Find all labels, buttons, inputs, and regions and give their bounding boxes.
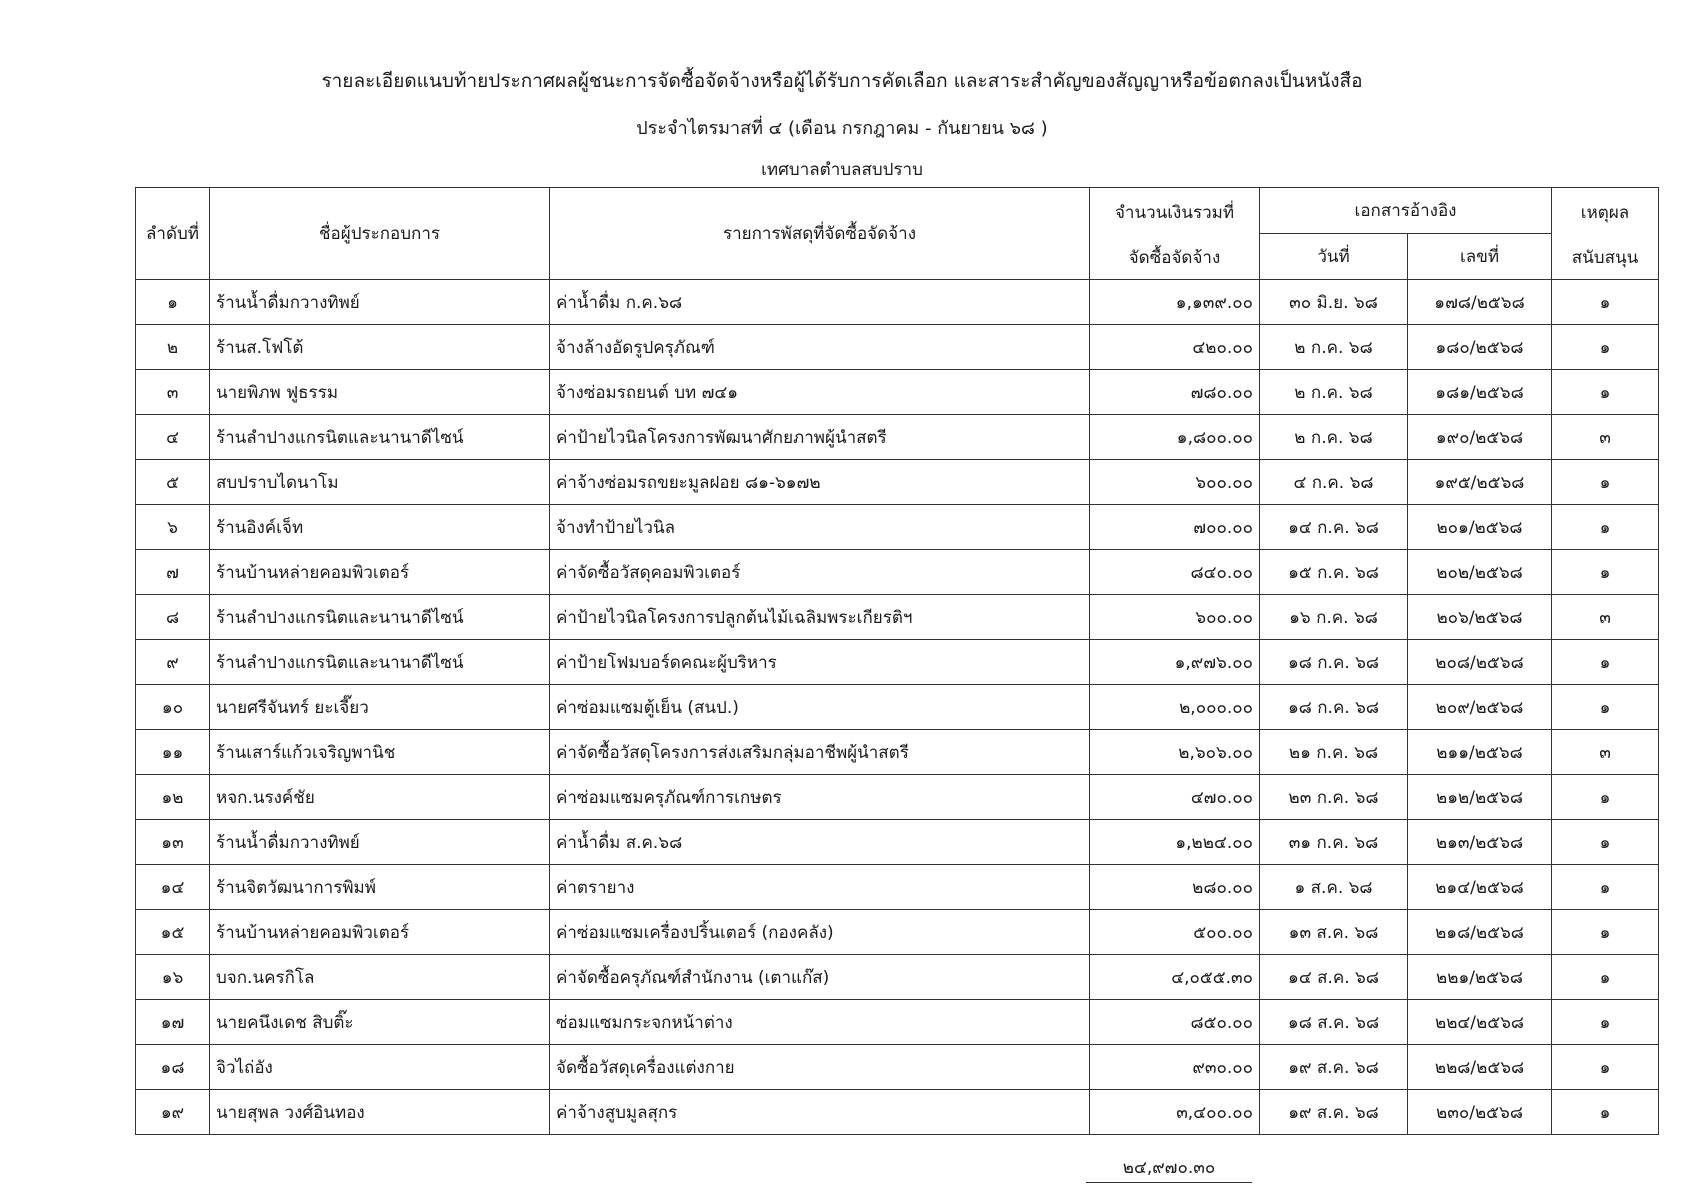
vendor-name: นายศรีจันทร์ ยะเจี๊ยว xyxy=(210,685,550,730)
support-reason: ๑ xyxy=(1552,820,1659,865)
reference-number: ๒๐๘/๒๕๖๘ xyxy=(1408,640,1552,685)
procurement-item: จ้างซ่อมรถยนต์ บท ๗๔๑ xyxy=(550,370,1090,415)
support-reason: ๑ xyxy=(1552,1000,1659,1045)
support-reason: ๑ xyxy=(1552,505,1659,550)
support-reason: ๑ xyxy=(1552,1045,1659,1090)
vendor-name: ร้านลำปางแกรนิตและนานาดีไซน์ xyxy=(210,415,550,460)
amount-cell: ๕๐๐.๐๐ xyxy=(1090,910,1260,955)
vendor-name: ร้านลำปางแกรนิตและนานาดีไซน์ xyxy=(210,640,550,685)
total-underline xyxy=(1086,1182,1252,1183)
table-row xyxy=(136,775,1659,820)
table-row xyxy=(136,505,1659,550)
reference-date: ๑๘ ก.ค. ๖๘ xyxy=(1260,640,1408,685)
table-row xyxy=(136,1090,1659,1135)
table-row xyxy=(136,1000,1659,1045)
reference-date: ๒ ก.ค. ๖๘ xyxy=(1260,325,1408,370)
header-date: วันที่ xyxy=(1260,234,1408,280)
reference-date: ๑๖ ก.ค. ๖๘ xyxy=(1260,595,1408,640)
procurement-item: ค่าน้ำดื่ม ก.ค.๖๘ xyxy=(550,280,1090,325)
support-reason: ๑ xyxy=(1552,280,1659,325)
support-reason: ๑ xyxy=(1552,1090,1659,1135)
reference-number: ๒๒๔/๒๕๖๘ xyxy=(1408,1000,1552,1045)
vendor-name: ร้านอิงค์เจ็ท xyxy=(210,505,550,550)
table-row xyxy=(136,370,1659,415)
support-reason: ๑ xyxy=(1552,640,1659,685)
reference-date: ๑๘ ก.ค. ๖๘ xyxy=(1260,685,1408,730)
organization-name: เทศบาลตำบลสบปราบ xyxy=(761,160,923,180)
reference-number: ๑๗๘/๒๕๖๘ xyxy=(1408,280,1552,325)
amount-cell: ๘๕๐.๐๐ xyxy=(1090,1000,1260,1045)
vendor-name: นายสุพล วงศ์อินทอง xyxy=(210,1090,550,1135)
support-reason: ๑ xyxy=(1552,955,1659,1000)
table-row xyxy=(136,730,1659,775)
header-reason xyxy=(1552,188,1659,280)
row-number: ๑๖ xyxy=(136,955,210,1000)
reference-date: ๓๑ ก.ค. ๖๘ xyxy=(1260,820,1408,865)
amount-cell: ๖๐๐.๐๐ xyxy=(1090,460,1260,505)
reference-date: ๑๔ ส.ค. ๖๘ xyxy=(1260,955,1408,1000)
table-row xyxy=(136,550,1659,595)
procurement-item: ค่าป้ายโฟมบอร์ดคณะผู้บริหาร xyxy=(550,640,1090,685)
header-name: ชื่อผู้ประกอบการ xyxy=(210,188,550,280)
vendor-name: จิวไถ่อัง xyxy=(210,1045,550,1090)
procurement-item: ค่าตรายาง xyxy=(550,865,1090,910)
reference-number: ๒๓๐/๒๕๖๘ xyxy=(1408,1090,1552,1135)
reference-number: ๒๑๑/๒๕๖๘ xyxy=(1408,730,1552,775)
vendor-name: ร้านน้ำดื่มกวางทิพย์ xyxy=(210,820,550,865)
procurement-item: ค่าจัดซื้อวัสดุคอมพิวเตอร์ xyxy=(550,550,1090,595)
row-number: ๔ xyxy=(136,415,210,460)
reference-date: ๑๕ ก.ค. ๖๘ xyxy=(1260,550,1408,595)
amount-cell: ๙๓๐.๐๐ xyxy=(1090,1045,1260,1090)
vendor-name: ร้านเสาร์แก้วเจริญพานิช xyxy=(210,730,550,775)
vendor-name: นายพิภพ ฟูธรรม xyxy=(210,370,550,415)
total-amount: ๒๔,๙๗๐.๓๐ xyxy=(1122,1158,1216,1178)
header-reason-line2: สนับสนุน xyxy=(1571,247,1639,268)
amount-cell: ๑,๒๒๔.๐๐ xyxy=(1090,820,1260,865)
reference-date: ๒๓ ก.ค. ๖๘ xyxy=(1260,775,1408,820)
reference-date: ๒ ก.ค. ๖๘ xyxy=(1260,415,1408,460)
table-row xyxy=(136,595,1659,640)
table-row xyxy=(136,910,1659,955)
vendor-name: ร้านลำปางแกรนิตและนานาดีไซน์ xyxy=(210,595,550,640)
amount-cell: ๒๘๐.๐๐ xyxy=(1090,865,1260,910)
procurement-table xyxy=(135,187,1659,1135)
vendor-name: ร้านน้ำดื่มกวางทิพย์ xyxy=(210,280,550,325)
amount-cell: ๒,๖๐๖.๐๐ xyxy=(1090,730,1260,775)
header-item: รายการพัสดุที่จัดซื้อจัดจ้าง xyxy=(550,188,1090,280)
reference-number: ๒๒๑/๒๕๖๘ xyxy=(1408,955,1552,1000)
amount-cell: ๘๔๐.๐๐ xyxy=(1090,550,1260,595)
reference-number: ๒๑๒/๒๕๖๘ xyxy=(1408,775,1552,820)
reference-date: ๑๙ ส.ค. ๖๘ xyxy=(1260,1090,1408,1135)
reference-date: ๑๘ ส.ค. ๖๘ xyxy=(1260,1000,1408,1045)
row-number: ๑๔ xyxy=(136,865,210,910)
reference-number: ๑๘๑/๒๕๖๘ xyxy=(1408,370,1552,415)
table-row xyxy=(136,280,1659,325)
reference-date: ๑๔ ก.ค. ๖๘ xyxy=(1260,505,1408,550)
row-number: ๕ xyxy=(136,460,210,505)
table-body xyxy=(136,280,1659,1135)
procurement-item: ค่าป้ายไวนิลโครงการปลูกต้นไม้เฉลิมพระเกียรติฯ xyxy=(550,595,1090,640)
amount-cell: ๗๐๐.๐๐ xyxy=(1090,505,1260,550)
row-number: ๑๕ xyxy=(136,910,210,955)
reference-number: ๑๘๐/๒๕๖๘ xyxy=(1408,325,1552,370)
reference-number: ๒๐๒/๒๕๖๘ xyxy=(1408,550,1552,595)
header-amount-line2: จัดซื้อจัดจ้าง xyxy=(1128,247,1221,268)
header-reference: เอกสารอ้างอิง xyxy=(1260,188,1552,234)
row-number: ๑๓ xyxy=(136,820,210,865)
row-number: ๑๘ xyxy=(136,1045,210,1090)
row-number: ๙ xyxy=(136,640,210,685)
support-reason: ๑ xyxy=(1552,910,1659,955)
header-amount xyxy=(1090,188,1260,280)
procurement-item: ค่าซ่อมแซมตู้เย็น (สนป.) xyxy=(550,685,1090,730)
amount-cell: ๔๒๐.๐๐ xyxy=(1090,325,1260,370)
row-number: ๑ xyxy=(136,280,210,325)
vendor-name: ร้านส.โฟโต้ xyxy=(210,325,550,370)
vendor-name: สบปราบไดนาโม xyxy=(210,460,550,505)
procurement-item: จ้างล้างอัดรูปครุภัณฑ์ xyxy=(550,325,1090,370)
reference-date: ๑ ส.ค. ๖๘ xyxy=(1260,865,1408,910)
reference-number: ๑๙๐/๒๕๖๘ xyxy=(1408,415,1552,460)
row-number: ๗ xyxy=(136,550,210,595)
support-reason: ๑ xyxy=(1552,865,1659,910)
support-reason: ๑ xyxy=(1552,460,1659,505)
procurement-item: จ้างทำป้ายไวนิล xyxy=(550,505,1090,550)
document-title: รายละเอียดแนบท้ายประกาศผลผู้ชนะการจัดซื้อจัดจ้างหรือผู้ได้รับการคัดเลือก และสาระสำคัญของสัญญาหรือข้อตกลงเป็นหนังสือ xyxy=(321,70,1363,92)
procurement-item: ซ่อมแซมกระจกหน้าต่าง xyxy=(550,1000,1090,1045)
vendor-name: ร้านบ้านหล่ายคอมพิวเตอร์ xyxy=(210,910,550,955)
vendor-name: บจก.นครกิโล xyxy=(210,955,550,1000)
procurement-item: ค่าซ่อมแซมเครื่องปริ้นเตอร์ (กองคลัง) xyxy=(550,910,1090,955)
reference-date: ๓๐ มิ.ย. ๖๘ xyxy=(1260,280,1408,325)
amount-cell: ๑,๙๗๖.๐๐ xyxy=(1090,640,1260,685)
row-number: ๑๒ xyxy=(136,775,210,820)
vendor-name: ร้านจิตวัฒนาการพิมพ์ xyxy=(210,865,550,910)
procurement-item: ค่าจ้างซ่อมรถขยะมูลฝอย ๘๑-๖๑๗๒ xyxy=(550,460,1090,505)
amount-cell: ๓,๔๐๐.๐๐ xyxy=(1090,1090,1260,1135)
row-number: ๑๙ xyxy=(136,1090,210,1135)
document-period: ประจำไตรมาสที่ ๔ (เดือน กรกฎาคม - กันยายน ๖๘ ) xyxy=(636,118,1048,139)
procurement-item: จัดซื้อวัสดุเครื่องแต่งกาย xyxy=(550,1045,1090,1090)
support-reason: ๓ xyxy=(1552,415,1659,460)
reference-date: ๑๙ ส.ค. ๖๘ xyxy=(1260,1045,1408,1090)
procurement-item: ค่าซ่อมแซมครุภัณฑ์การเกษตร xyxy=(550,775,1090,820)
reference-number: ๒๐๑/๒๕๖๘ xyxy=(1408,505,1552,550)
reference-date: ๒๑ ก.ค. ๖๘ xyxy=(1260,730,1408,775)
table-row xyxy=(136,820,1659,865)
procurement-item: ค่าจัดซื้อครุภัณฑ์สำนักงาน (เตาแก๊ส) xyxy=(550,955,1090,1000)
header-no: ลำดับที่ xyxy=(136,188,210,280)
support-reason: ๑ xyxy=(1552,775,1659,820)
support-reason: ๑ xyxy=(1552,550,1659,595)
support-reason: ๓ xyxy=(1552,595,1659,640)
amount-cell: ๖๐๐.๐๐ xyxy=(1090,595,1260,640)
table-row xyxy=(136,1045,1659,1090)
procurement-item: ค่าจัดซื้อวัสดุโครงการส่งเสริมกลุ่มอาชีพผู้นำสตรี xyxy=(550,730,1090,775)
reference-number: ๒๐๙/๒๕๖๘ xyxy=(1408,685,1552,730)
support-reason: ๓ xyxy=(1552,730,1659,775)
row-number: ๑๑ xyxy=(136,730,210,775)
header-reason-line1: เหตุผล xyxy=(1580,202,1630,223)
procurement-item: ค่าน้ำดื่ม ส.ค.๖๘ xyxy=(550,820,1090,865)
reference-number: ๒๑๘/๒๕๖๘ xyxy=(1408,910,1552,955)
procurement-item: ค่าจ้างสูบมูลสุกร xyxy=(550,1090,1090,1135)
reference-number: ๒๑๔/๒๕๖๘ xyxy=(1408,865,1552,910)
row-number: ๖ xyxy=(136,505,210,550)
row-number: ๘ xyxy=(136,595,210,640)
amount-cell: ๔,๐๕๕.๓๐ xyxy=(1090,955,1260,1000)
table-row xyxy=(136,640,1659,685)
amount-cell: ๑,๑๓๙.๐๐ xyxy=(1090,280,1260,325)
table-row xyxy=(136,415,1659,460)
header-docno: เลขที่ xyxy=(1408,234,1552,280)
reference-date: ๑๓ ส.ค. ๖๘ xyxy=(1260,910,1408,955)
amount-cell: ๑,๘๐๐.๐๐ xyxy=(1090,415,1260,460)
support-reason: ๑ xyxy=(1552,685,1659,730)
reference-number: ๒๒๘/๒๕๖๘ xyxy=(1408,1045,1552,1090)
vendor-name: หจก.นรงค์ชัย xyxy=(210,775,550,820)
table-row xyxy=(136,460,1659,505)
row-number: ๑๐ xyxy=(136,685,210,730)
amount-cell: ๗๘๐.๐๐ xyxy=(1090,370,1260,415)
reference-number: ๒๐๖/๒๕๖๘ xyxy=(1408,595,1552,640)
header-amount-line1: จำนวนเงินรวมที่ xyxy=(1114,202,1235,223)
table-row xyxy=(136,325,1659,370)
vendor-name: ร้านบ้านหล่ายคอมพิวเตอร์ xyxy=(210,550,550,595)
procurement-item: ค่าป้ายไวนิลโครงการพัฒนาศักยภาพผู้นำสตรี xyxy=(550,415,1090,460)
reference-number: ๑๙๕/๒๕๖๘ xyxy=(1408,460,1552,505)
support-reason: ๑ xyxy=(1552,370,1659,415)
support-reason: ๑ xyxy=(1552,325,1659,370)
reference-date: ๒ ก.ค. ๖๘ xyxy=(1260,370,1408,415)
reference-date: ๔ ก.ค. ๖๘ xyxy=(1260,460,1408,505)
amount-cell: ๒,๐๐๐.๐๐ xyxy=(1090,685,1260,730)
table-row xyxy=(136,955,1659,1000)
table-row xyxy=(136,865,1659,910)
vendor-name: นายคนึงเดช สิบติ๊ะ xyxy=(210,1000,550,1045)
table-row xyxy=(136,685,1659,730)
row-number: ๓ xyxy=(136,370,210,415)
amount-cell: ๔๗๐.๐๐ xyxy=(1090,775,1260,820)
row-number: ๒ xyxy=(136,325,210,370)
row-number: ๑๗ xyxy=(136,1000,210,1045)
reference-number: ๒๑๓/๒๕๖๘ xyxy=(1408,820,1552,865)
